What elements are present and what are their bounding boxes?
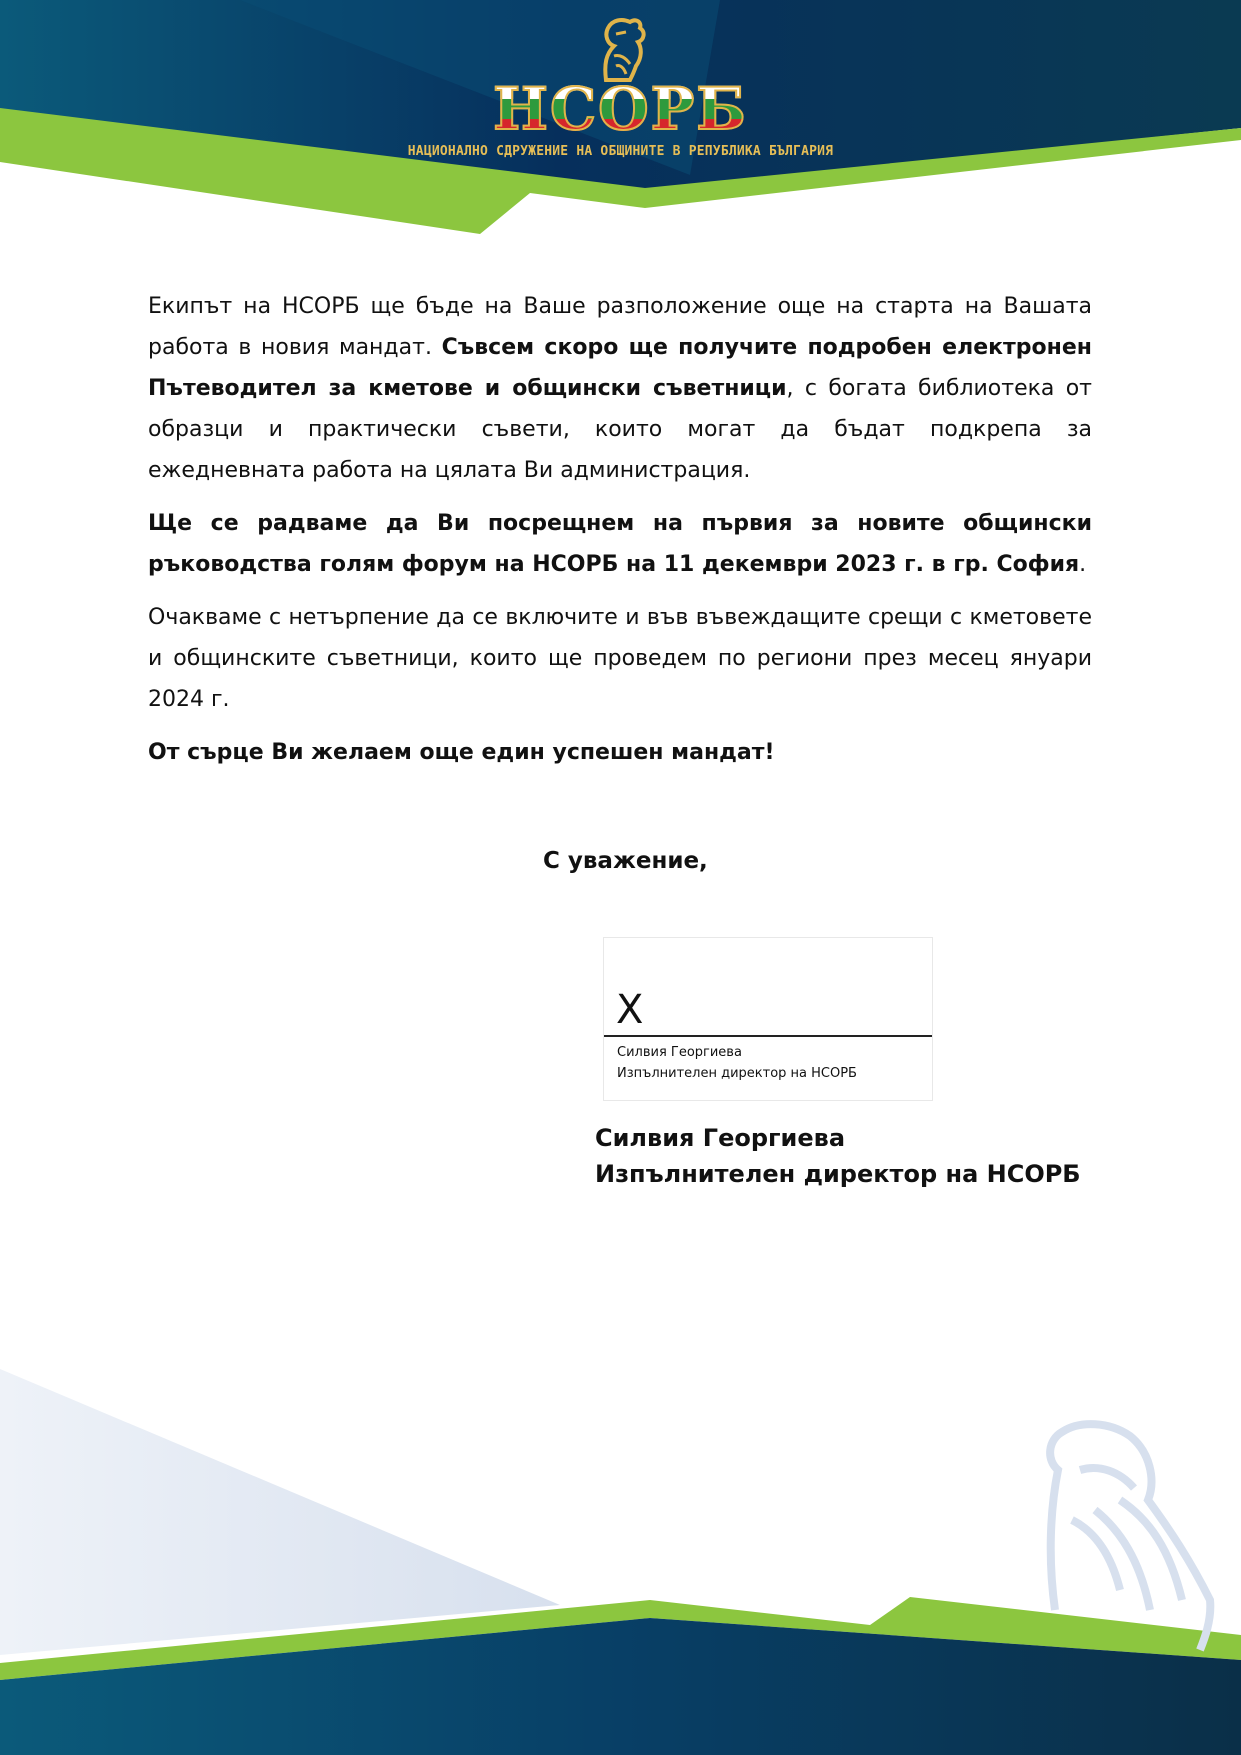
lion-icon: [586, 14, 656, 84]
paragraph-4: От сърце Ви желаем още един успешен мандат!: [148, 740, 775, 765]
signature-line: [604, 1035, 932, 1037]
letter-body: [148, 286, 1092, 785]
footer-banner: [0, 1360, 1241, 1755]
paragraph-2: Ще се радваме да Ви посрещнем на първия за новите общински ръководства голям форум на НСОРБ на 11 декември 2023 г. в гр. София.: [148, 511, 1092, 577]
paragraph-3: Очакваме с нетърпение да се включите и във въвеждащите срещи с кметовете и общинските съветници, които ще проведем по региони през месец януари 2024 г.: [148, 605, 1092, 712]
closing-regards: С уважение,: [543, 848, 708, 874]
signature-mark: X: [616, 987, 644, 1033]
logo: [0, 14, 1241, 159]
signer-name: Силвия Георгиева: [595, 1124, 846, 1152]
forum-announcement: Ще се радваме да Ви посрещнем на първия за новите общински ръководства голям форум на НСОРБ на 11 декември 2023 г. в гр. София: [148, 511, 1092, 577]
signer-block: [595, 1120, 1081, 1192]
guide-announcement: Съвсем скоро ще получите подробен електронен Пътеводител за кметове и общински съветници: [148, 335, 1092, 401]
paragraph-1: Екипът на НСОРБ ще бъде на Ваше разположение още на старта на Вашата работа в новия мандат. Съвсем скоро ще получите подробен електронен Пътеводител за кметове и общински съветници, с богата библиотека от образци и практически съвети, които могат да бъдат подкрепа за ежедневната работа на цялата Ви администрация.: [148, 294, 1093, 483]
logo-subtitle: НАЦИОНАЛНО СДРУЖЕНИЕ НА ОБЩИНИТЕ В РЕПУБЛИКА БЪЛГАРИЯ: [407, 144, 834, 159]
signer-role: Изпълнителен директор на НСОРБ: [595, 1160, 1081, 1188]
signature-role: Изпълнителен директор на НСОРБ: [617, 1066, 857, 1081]
logo-wordmark: НСОРБ: [0, 78, 1241, 140]
signature-name: Силвия Георгиева: [617, 1045, 742, 1060]
signature-box: [603, 937, 933, 1101]
